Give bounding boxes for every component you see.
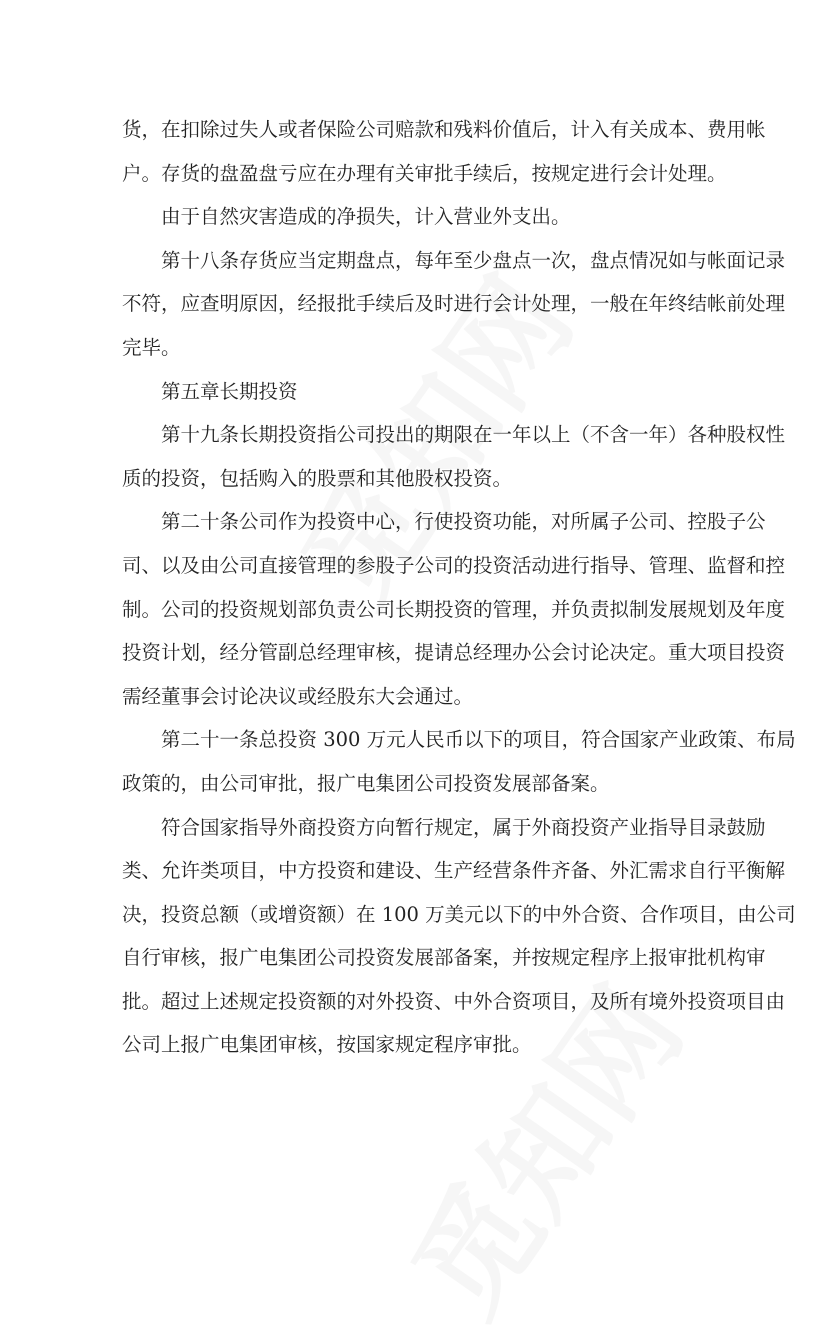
text-line: 完毕。 [122, 335, 181, 359]
text-line: 货，在扣除过失人或者保险公司赔款和残料价值后，计入有关成本、费用帐 [122, 118, 766, 141]
text-line: 第十八条存货应当定期盘点，每年至少盘点一次，盘点情况如与帐面记录 [161, 248, 786, 272]
text-line: 类、允许类项目，中方投资和建设、生产经营条件齐备、外汇需求自行平衡解 [122, 859, 786, 883]
paragraph [122, 108, 766, 195]
paragraph [122, 500, 786, 718]
text-line: 制。公司的投资规划部负责公司长期投资的管理，并负责拟制发展规划及年度 [122, 597, 786, 621]
text-line: 质的投资，包括购入的股票和其他股权投资。 [122, 466, 513, 490]
paragraph [122, 718, 796, 805]
text-line: 司、以及由公司直接管理的参股子公司的投资活动进行指导、管理、监督和控 [122, 553, 786, 577]
text-line: 政策的，由公司审批，报广电集团公司投资发展部备案。 [122, 771, 610, 795]
text-line: 由于自然灾害造成的净损失，计入营业外支出。 [161, 205, 571, 229]
text-line: 第二十条公司作为投资中心，行使投资功能，对所属子公司、控股子公 [161, 510, 766, 534]
text-line: 户。存货的盘盈盘亏应在办理有关审批手续后，按规定进行会计处理。 [122, 161, 727, 185]
text-line: 第五章长期投资 [161, 379, 298, 403]
text-line: 公司上报广电集团审核，按国家规定程序审批。 [122, 1033, 532, 1057]
document-body [122, 108, 796, 1067]
text-line: 第二十一条总投资 300 万元人民币以下的项目，符合国家产业政策、布局 [161, 728, 796, 752]
text-line: 第十九条长期投资指公司投出的期限在一年以上（不含一年）各种股权性 [161, 423, 786, 447]
text-line: 投资计划，经分管副总经理审核，提请总经理办公会讨论决定。重大项目投资 [122, 641, 786, 665]
paragraph [122, 239, 786, 370]
paragraph [122, 413, 786, 500]
text-line: 决，投资总额（或增资额）在 100 万美元以下的中外合资、合作项目，由公司 [122, 902, 796, 926]
paragraph [122, 806, 796, 1068]
text-line: 不符，应查明原因，经报批手续后及时进行会计处理，一般在年终结帐前处理 [122, 292, 786, 316]
paragraph [122, 370, 712, 414]
text-line: 自行审核，报广电集团公司投资发展部备案，并按规定程序上报审批机构审 [122, 946, 766, 970]
paragraph [122, 195, 712, 239]
text-line: 符合国家指导外商投资方向暂行规定，属于外商投资产业指导目录鼓励 [161, 815, 766, 839]
text-line: 需经董事会讨论决议或经股东大会通过。 [122, 684, 474, 708]
text-line: 批。超过上述规定投资额的对外投资、中外合资项目，及所有境外投资项目由 [122, 989, 786, 1013]
